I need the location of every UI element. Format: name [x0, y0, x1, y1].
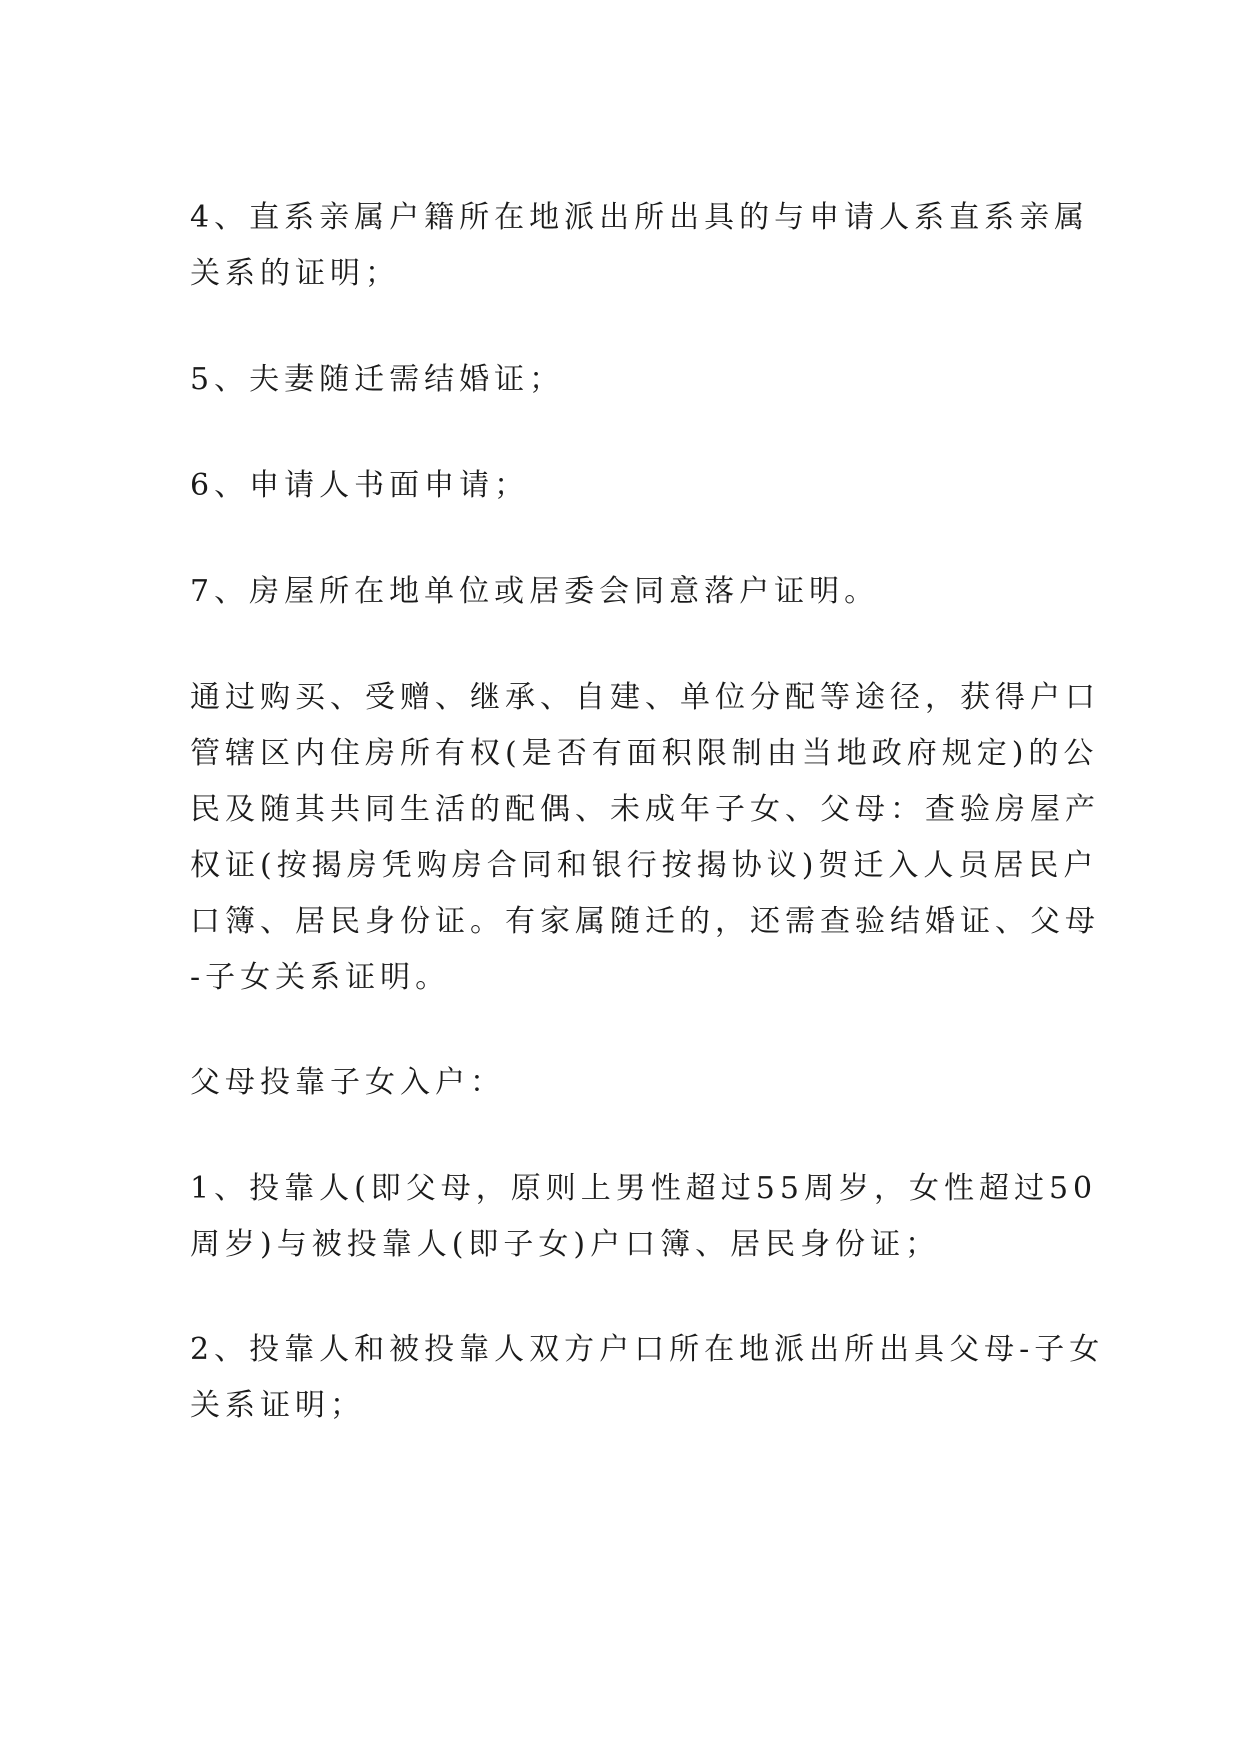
paragraph-item-4 [190, 190, 1090, 302]
text-line: 关系证明； [190, 1388, 365, 1423]
text-line: 5、夫妻随迁需结婚证； [190, 362, 565, 397]
text-line: 1、投靠人(即父母，原则上男性超过55周岁，女性超过50 [190, 1171, 1098, 1206]
text-line: 4、直系亲属户籍所在地派出所出具的与申请人系直系亲属 [190, 200, 1090, 235]
text-line: 父母投靠子女入户： [190, 1065, 505, 1100]
paragraph-item-6 [190, 458, 1058, 514]
section-heading-parents [190, 1055, 1058, 1111]
text-line: 通过购买、受赠、继承、自建、单位分配等途径，获得户口 [190, 680, 1100, 715]
paragraph-item-2 [190, 1322, 1105, 1434]
text-line: 6、申请人书面申请； [190, 468, 530, 503]
text-line: 7、房屋所在地单位或居委会同意落户证明。 [190, 574, 880, 609]
text-line: 管辖区内住房所有权(是否有面积限制由当地政府规定)的公 [190, 736, 1099, 771]
text-line: 周岁)与被投靠人(即子女)户口簿、居民身份证； [190, 1227, 941, 1262]
text-line: 2、投靠人和被投靠人双方户口所在地派出所出具父母-子女 [190, 1332, 1105, 1367]
paragraph-item-7 [190, 564, 1058, 620]
paragraph-item-5 [190, 352, 1058, 408]
paragraph-housing-ownership [190, 670, 1100, 1006]
paragraph-item-1 [190, 1161, 1098, 1273]
text-line: 权证(按揭房凭购房合同和银行按揭协议)贺迁入人员居民户 [190, 848, 1099, 883]
text-line: -子女关系证明。 [190, 960, 451, 995]
text-line: 口簿、居民身份证。有家属随迁的，还需查验结婚证、父母 [190, 904, 1100, 939]
text-line: 民及随其共同生活的配偶、未成年子女、父母：查验房屋产 [190, 792, 1100, 827]
text-line: 关系的证明； [190, 256, 400, 291]
